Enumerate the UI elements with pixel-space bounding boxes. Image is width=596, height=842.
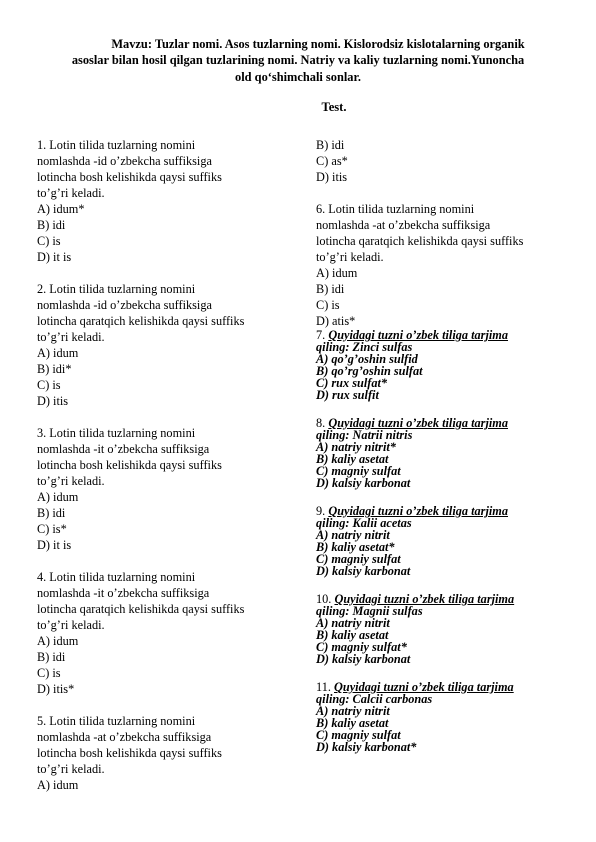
answer-option: C) is* xyxy=(37,522,67,536)
answer-option: C) is xyxy=(37,666,61,680)
question-line: lotincha bosh kelishikda qaysi suffiks xyxy=(37,170,222,184)
question-line: lotincha bosh kelishikda qaysi suffiks xyxy=(37,746,222,760)
answer-option: C) is xyxy=(37,378,61,392)
answer-option: C) magniy sulfat xyxy=(316,728,401,742)
question-9 xyxy=(316,505,566,577)
answer-option: B) idi* xyxy=(37,362,72,376)
question-line: nomlashda -id o’zbekcha suffiksiga xyxy=(37,154,212,168)
answer-option: B) idi xyxy=(37,650,66,664)
question-line: nomlashda -it o’zbekcha suffiksiga xyxy=(37,586,210,600)
answer-option: B) kaliy asetat xyxy=(316,452,389,466)
question-line: nomlashda -at o’zbekcha suffiksiga xyxy=(37,730,212,744)
answer-option: D) it is xyxy=(37,538,72,552)
question-line: lotincha qaratqich kelishikda qaysi suffiks xyxy=(37,314,245,328)
answer-option: A) idum xyxy=(37,634,79,648)
question-text-2: qiling: Zinci sulfas xyxy=(316,340,413,354)
question-text-2: qiling: Kalii acetas xyxy=(316,516,412,530)
question-line: nomlashda -at o’zbekcha suffiksiga xyxy=(316,218,491,232)
answer-option: A) natriy nitrit xyxy=(316,704,390,718)
answer-option: D) kalsiy karbonat xyxy=(316,652,411,666)
answer-option: A) idum xyxy=(316,266,358,280)
answer-option: D) rux sulfit xyxy=(316,388,379,402)
answer-option: B) idi xyxy=(37,218,66,232)
question-2 xyxy=(37,281,287,409)
question-number: 7. xyxy=(316,328,326,342)
answer-option: C) magniy sulfat xyxy=(316,464,401,478)
answer-option: C) is xyxy=(37,234,61,248)
test-title: Test. xyxy=(321,100,347,114)
question-line: to’g’ri keladi. xyxy=(37,474,105,488)
question-number: 11. xyxy=(316,680,331,694)
answer-option: C) magniy sulfat xyxy=(316,552,401,566)
question-line: lotincha qaratqich kelishikda qaysi suffiks xyxy=(316,234,524,248)
answer-option: D) it is xyxy=(37,250,72,264)
answer-option: D) kalsiy karbonat xyxy=(316,476,411,490)
answer-option: A) idum xyxy=(37,778,79,792)
answer-option: A) idum* xyxy=(37,202,85,216)
question-6 xyxy=(316,201,566,329)
question-line: 2. Lotin tilida tuzlarning nomini xyxy=(37,282,196,296)
question-text: Quyidagi tuzni o’zbek tiliga tarjima xyxy=(334,592,515,606)
question-line: lotincha bosh kelishikda qaysi suffiks xyxy=(37,458,222,472)
question-line: to’g’ri keladi. xyxy=(37,618,105,632)
question-text-2: qiling: Calcii carbonas xyxy=(316,692,433,706)
answer-option: C) magniy sulfat* xyxy=(316,640,407,654)
answer-option: D) kalsiy karbonat xyxy=(316,564,411,578)
answer-option: B) idi xyxy=(316,138,345,152)
question-5-continued xyxy=(316,137,566,185)
answer-option: B) qo’rg’oshin sulfat xyxy=(316,364,423,378)
question-line: to’g’ri keladi. xyxy=(37,762,105,776)
answer-option: D) itis xyxy=(316,170,348,184)
question-text: Quyidagi tuzni o’zbek tiliga tarjima xyxy=(328,328,509,342)
document-header xyxy=(30,36,566,86)
answer-option: D) kalsiy karbonat* xyxy=(316,740,417,754)
question-text: Quyidagi tuzni o’zbek tiliga tarjima xyxy=(328,416,509,430)
question-line: nomlashda -id o’zbekcha suffiksiga xyxy=(37,298,212,312)
question-text-2: qiling: Magnii sulfas xyxy=(316,604,423,618)
question-5 xyxy=(37,713,287,793)
question-7 xyxy=(316,329,566,401)
answer-option: B) kaliy asetat xyxy=(316,628,389,642)
question-11 xyxy=(316,681,566,753)
question-1 xyxy=(37,137,287,265)
answer-option: D) itis* xyxy=(37,682,75,696)
right-column xyxy=(316,137,566,753)
answer-option: C) as* xyxy=(316,154,348,168)
left-column xyxy=(37,137,287,793)
answer-option: B) idi xyxy=(37,506,66,520)
question-line: lotincha qaratqich kelishikda qaysi suffiks xyxy=(37,602,245,616)
question-line: 5. Lotin tilida tuzlarning nomini xyxy=(37,714,196,728)
question-line: 1. Lotin tilida tuzlarning nomini xyxy=(37,138,196,152)
answer-option: C) is xyxy=(316,298,340,312)
answer-option: B) idi xyxy=(316,282,345,296)
question-line: to’g’ri keladi. xyxy=(37,330,105,344)
answer-option: C) rux sulfat* xyxy=(316,376,388,390)
answer-option: A) natriy nitrit xyxy=(316,528,390,542)
question-8 xyxy=(316,417,566,489)
question-text-2: qiling: Natrii nitris xyxy=(316,428,413,442)
question-number: 8. xyxy=(316,416,326,430)
answer-option: D) itis xyxy=(37,394,69,408)
question-10 xyxy=(316,593,566,665)
header-line-1: Mavzu: Tuzlar nomi. Asos tuzlarning nomi. Kislorodsiz kislotalarning organik xyxy=(111,37,525,51)
answer-option: B) kaliy asetat xyxy=(316,716,389,730)
question-line: to’g’ri keladi. xyxy=(316,250,384,264)
question-text: Quyidagi tuzni o’zbek tiliga tarjima xyxy=(328,504,509,518)
question-text: Quyidagi tuzni o’zbek tiliga tarjima xyxy=(334,680,514,694)
answer-option: D) atis* xyxy=(316,314,356,328)
header-line-2: asoslar bilan hosil qilgan tuzlarining nomi. Natriy va kaliy tuzlarning nomi.Yunoncha xyxy=(71,53,525,67)
question-number: 9. xyxy=(316,504,326,518)
question-line: 3. Lotin tilida tuzlarning nomini xyxy=(37,426,196,440)
answer-option: A) natriy nitrit xyxy=(316,616,390,630)
question-line: to’g’ri keladi. xyxy=(37,186,105,200)
question-4 xyxy=(37,569,287,697)
question-number: 10. xyxy=(316,592,332,606)
answer-option: A) idum xyxy=(37,490,79,504)
question-3 xyxy=(37,425,287,553)
question-line: 4. Lotin tilida tuzlarning nomini xyxy=(37,570,196,584)
answer-option: A) qo’g’oshin sulfid xyxy=(316,352,418,366)
question-line: 6. Lotin tilida tuzlarning nomini xyxy=(316,202,475,216)
answer-option: B) kaliy asetat* xyxy=(316,540,395,554)
answer-option: A) natriy nitrit* xyxy=(316,440,396,454)
answer-option: A) idum xyxy=(37,346,79,360)
question-line: nomlashda -it o’zbekcha suffiksiga xyxy=(37,442,210,456)
header-line-3: old qo‘shimchali sonlar. xyxy=(235,70,361,84)
